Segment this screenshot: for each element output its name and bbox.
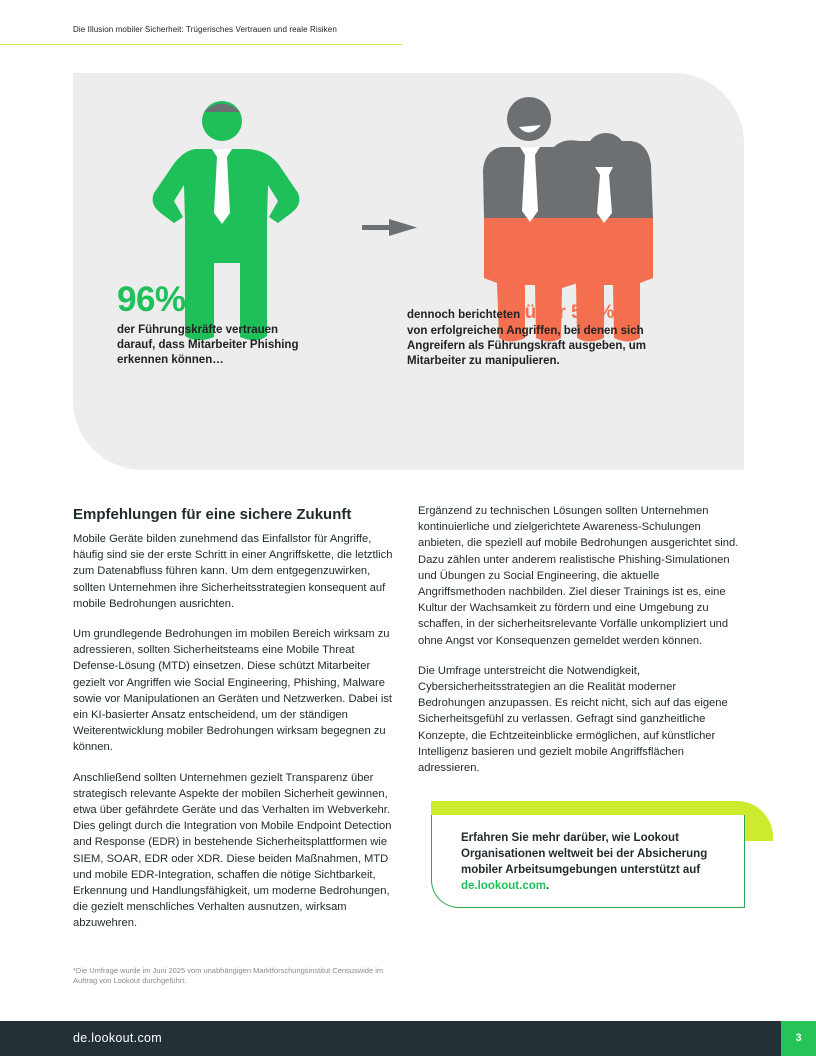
cta-box xyxy=(431,815,745,908)
stat-executives-trust xyxy=(117,281,307,368)
stat-description-left: der Führungskräfte vertrauen darauf, dass Mitarbeiter Phishing erkennen können… xyxy=(117,324,299,366)
paragraph: Mobile Geräte bilden zunehmend das Einfallstor für Angriffe, häufig sind sie der erste Schritt in einer Angriffskette, die letztlich zum Datenabfluss führen kann. Um dem entgegenzuwirken, sollten Unternehmen ihre Sicherheitsstrategien konsequent auf mobile Bedrohungen ausrichten. xyxy=(73,533,393,610)
hero-illustration xyxy=(73,73,744,470)
stat-lead-text: dennoch berichteten xyxy=(407,309,521,321)
footnote: *Die Umfrage wurde im Juni 2025 vom unabhängigen Marktforschungsinstitut Censuswide im Auftrag von Lookout durchgeführt. xyxy=(73,966,384,985)
footer-bar xyxy=(0,1021,816,1056)
cta-link[interactable]: de.lookout.com xyxy=(461,880,546,892)
page-number: 3 xyxy=(781,1021,816,1056)
stat-description-right: von erfolgreichen Angriffen, bei denen sich Angreifern als Führungskraft ausgeben, um Mitarbeiter zu manipulieren. xyxy=(407,325,646,367)
stat-successful-attacks xyxy=(407,302,687,369)
footer-url[interactable]: de.lookout.com xyxy=(73,1031,162,1045)
paragraph: Anschließend sollten Unternehmen gezielt Transparenz über strategisch relevante Aspekte der mobilen Sicherheit gewinnen, etwa über gefährdete Geräte und das Verhalten im Webverkehr. Dies gelingt durch die Integration von Mobile Endpoint Detection and Response (EDR) in bestehende Sicherheitsplattformen wie SIEM, SOAR, EDR oder XDR. Diese beiden Maßnahmen, MTD und mobile EDR-Integration, schaffen die nötige Sichtbarkeit, Erkennung und Handlungsfähigkeit, um moderne Bedrohungen, die gezielt menschliches Verhalten ausnutzen, wirksam abzuwehren. xyxy=(73,771,392,930)
stat-value-50: über 50 % xyxy=(524,302,615,323)
paragraph: Ergänzend zu technischen Lösungen sollten Unternehmen kontinuierliche und zielgerichtete Awareness-Schulungen anbieten, die speziell auf mobile Bedrohungen ausgerichtet sind. Dazu zählen unter anderem realistische Phishing-Simulationen und Übungen zu Social Engineering, die aktuelle Angriffsmethoden nachbilden. Ziel dieser Trainings ist es, eine Kultur der Wachsamkeit zu fördern und eine Umgebung zu schaffen, in der sicherheitsrelevante Vorfälle unkompliziert und ohne Angst vor Konsequenzen gemeldet werden können. xyxy=(418,505,739,647)
paragraph: Die Umfrage unterstreicht die Notwendigkeit, Cybersicherheitsstrategien an die Realität moderner Bedrohungen anzupassen. Es reicht nicht, sich auf das eigene Sicherheitsgefühl zu verlassen. Gefragt sind ganzheitliche Konzepte, die Echtzeiteinblicke ermöglichen, auf künstlicher Intelligenz basieren und gezielt mobile Angriffsflächen adressieren. xyxy=(418,664,728,775)
arrow-right-icon xyxy=(362,219,417,236)
cta-suffix: . xyxy=(545,880,550,892)
left-column xyxy=(73,531,395,946)
hero-infographic xyxy=(73,73,744,470)
paragraph: Um grundlegende Bedrohungen im mobilen Bereich wirksam zu adressieren, sollten Sicherheitsteams eine Mobile Threat Defense-Lösung (MTD) einsetzen. Diese schützt Mitarbeiter gezielt vor Angriffen wie Social Engineering, Phishing, Malware sowie vor Manipulationen an Geräten und Netzwerken. Dabei ist ein KI-basierter Ansatz entscheidend, um der ständigen Weiterentwicklung mobiler Bedrohungen wirksam begegnen zu können. xyxy=(73,628,393,754)
header-divider xyxy=(0,44,402,45)
section-heading: Empfehlungen für eine sichere Zukunft xyxy=(73,506,352,523)
right-column xyxy=(418,503,744,790)
stat-value-96: 96% xyxy=(117,280,186,319)
cta-body: Erfahren Sie mehr darüber, wie Lookout Organisationen weltweit bei der Absicherung mobiler Arbeitsumgebungen unterstützt auf xyxy=(461,832,708,876)
cta-text xyxy=(461,830,741,894)
running-header: Die Illusion mobiler Sicherheit: Trügerisches Vertrauen und reale Risiken xyxy=(73,25,337,34)
